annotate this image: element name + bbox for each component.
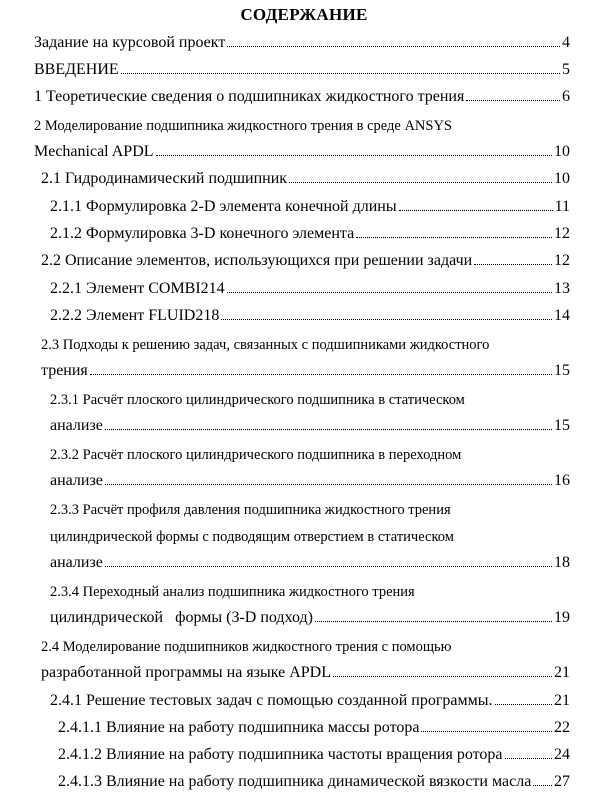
toc-entry-page: 5 [562, 61, 570, 78]
toc-entry-text: 2.4.1.2 Влияние на работу подшипника частоты вращения ротора [58, 746, 503, 763]
dot-leader [505, 758, 552, 759]
dot-leader [156, 155, 552, 156]
toc-entry-text-line1: 2.3.4 Переходный анализ подшипника жидкостного трения [50, 584, 415, 600]
toc-entry[interactable] [50, 280, 570, 298]
toc-entry-text-line1: 2 Моделирование подшипника жидкостного трения в среде ANSYS [34, 118, 452, 134]
toc-entry[interactable] [34, 88, 570, 106]
toc-entry[interactable] [50, 609, 570, 627]
dot-leader [105, 566, 552, 567]
dot-leader [315, 621, 552, 622]
toc-entry-page: 12 [554, 252, 570, 269]
toc-entry-page: 13 [554, 280, 570, 297]
toc-entry[interactable] [50, 554, 570, 572]
toc-entry[interactable] [41, 664, 570, 682]
dot-leader [121, 73, 560, 74]
toc-entry[interactable] [58, 719, 570, 737]
toc-entry-text-line1: 2.3.2 Расчёт плоского цилиндрического подшипника в переходном [50, 447, 462, 463]
dot-leader [474, 264, 552, 265]
toc-entry-page: 21 [554, 692, 570, 709]
toc-entry-page: 16 [554, 472, 570, 489]
toc-entry-page: 15 [554, 362, 570, 379]
dot-leader [289, 182, 552, 183]
toc-entry[interactable] [50, 198, 570, 216]
toc-entry-text: 2.2.2 Элемент FLUID218 [50, 307, 220, 324]
dot-leader [221, 319, 552, 320]
dot-leader [105, 484, 552, 485]
toc-entry-page: 24 [554, 746, 570, 763]
dot-leader [90, 374, 552, 375]
toc-entry-text: 2.4.1 Решение тестовых задач с помощью созданной программы. [50, 692, 493, 709]
toc-entry-text-line1: 2.3.3 Расчёт профиля давления подшипника жидкостного трения [50, 502, 451, 518]
toc-entry-text: Задание на курсовой проект [34, 34, 226, 51]
toc-entry-page: 11 [554, 198, 570, 215]
toc-entry[interactable] [58, 746, 570, 764]
page-title: СОДЕРЖАНИЕ [240, 5, 368, 24]
dot-leader [105, 429, 552, 430]
toc-entry-text: анализе [50, 554, 103, 571]
toc-entry-page: 12 [554, 225, 570, 242]
dot-leader [356, 237, 552, 238]
toc-entry[interactable] [50, 417, 570, 435]
toc-entry-page: 19 [554, 609, 570, 626]
toc-entry-text-line1: 2.3.1 Расчёт плоского цилиндрического подшипника в статическом [50, 392, 465, 408]
dot-leader [333, 676, 552, 677]
toc-entry[interactable] [34, 143, 570, 161]
toc-entry-page: 10 [554, 143, 570, 160]
toc-entry-text: 2.4.1.3 Влияние на работу подшипника динамической вязкости масла [58, 773, 532, 790]
toc-entry-text: разработанной программы на языке APDL [41, 664, 332, 681]
toc-entry-text-line1: 2.4 Моделирование подшипников жидкостного трения с помощью [41, 639, 452, 655]
toc-entry-page: 4 [562, 34, 570, 51]
toc-entry[interactable] [50, 692, 570, 710]
dot-leader [466, 100, 560, 101]
toc-entry-text-line1: 2.3 Подходы к решению задач, связанных с подшипниками жидкостного [41, 337, 490, 353]
toc-entry[interactable] [41, 170, 570, 188]
toc-entry-text: 2.2.1 Элемент COMBI214 [50, 280, 225, 297]
toc-entry-page: 22 [554, 719, 570, 736]
toc-entry-text: трения [41, 362, 88, 379]
toc-entry-page: 18 [554, 554, 570, 571]
toc-entry-text: 2.1.2 Формулировка 3-D конечного элемента [50, 225, 355, 242]
toc-entry[interactable] [34, 34, 570, 52]
toc-entry[interactable] [34, 61, 570, 79]
toc-entry-text: 2.1.1 Формулировка 2-D элемента конечной длины [50, 198, 397, 215]
dot-leader [399, 210, 553, 211]
toc-entry-page: 27 [554, 773, 570, 790]
toc-entry[interactable] [50, 307, 570, 325]
toc-entry-page: 21 [554, 664, 570, 681]
toc-entry-text-line2: цилиндрической формы с подводящим отверстием в статическом [50, 529, 454, 545]
toc-entry-text: 2.1 Гидродинамический подшипник [41, 170, 288, 187]
toc-entry-text: анализе [50, 472, 103, 489]
toc-entry-page: 15 [554, 417, 570, 434]
toc-entry-page: 10 [554, 170, 570, 187]
toc-entry[interactable] [41, 252, 570, 270]
toc-entry[interactable] [50, 225, 570, 243]
dot-leader [533, 785, 552, 786]
toc-entry-text: 1 Теоретические сведения о подшипниках жидкостного трения [34, 88, 465, 105]
toc-entry-text: цилиндрической формы (3-D подход) [50, 609, 313, 626]
toc-entry-text: 2.2 Описание элементов, использующихся при решении задачи [41, 252, 473, 269]
toc-entry[interactable] [58, 773, 570, 791]
dot-leader [421, 731, 552, 732]
dot-leader [227, 292, 552, 293]
toc-entry-text: ВВЕДЕНИЕ [34, 61, 119, 78]
toc-entry-text: анализе [50, 417, 103, 434]
dot-leader [495, 704, 552, 705]
toc-entry[interactable] [41, 362, 570, 380]
toc-entry-text: Mechanical APDL [34, 143, 154, 160]
toc-entry-text: 2.4.1.1 Влияние на работу подшипника массы ротора [58, 719, 420, 736]
toc-entry-page: 14 [554, 307, 570, 324]
dot-leader [227, 46, 560, 47]
toc-entry-page: 6 [562, 88, 570, 105]
toc-entry[interactable] [50, 472, 570, 490]
